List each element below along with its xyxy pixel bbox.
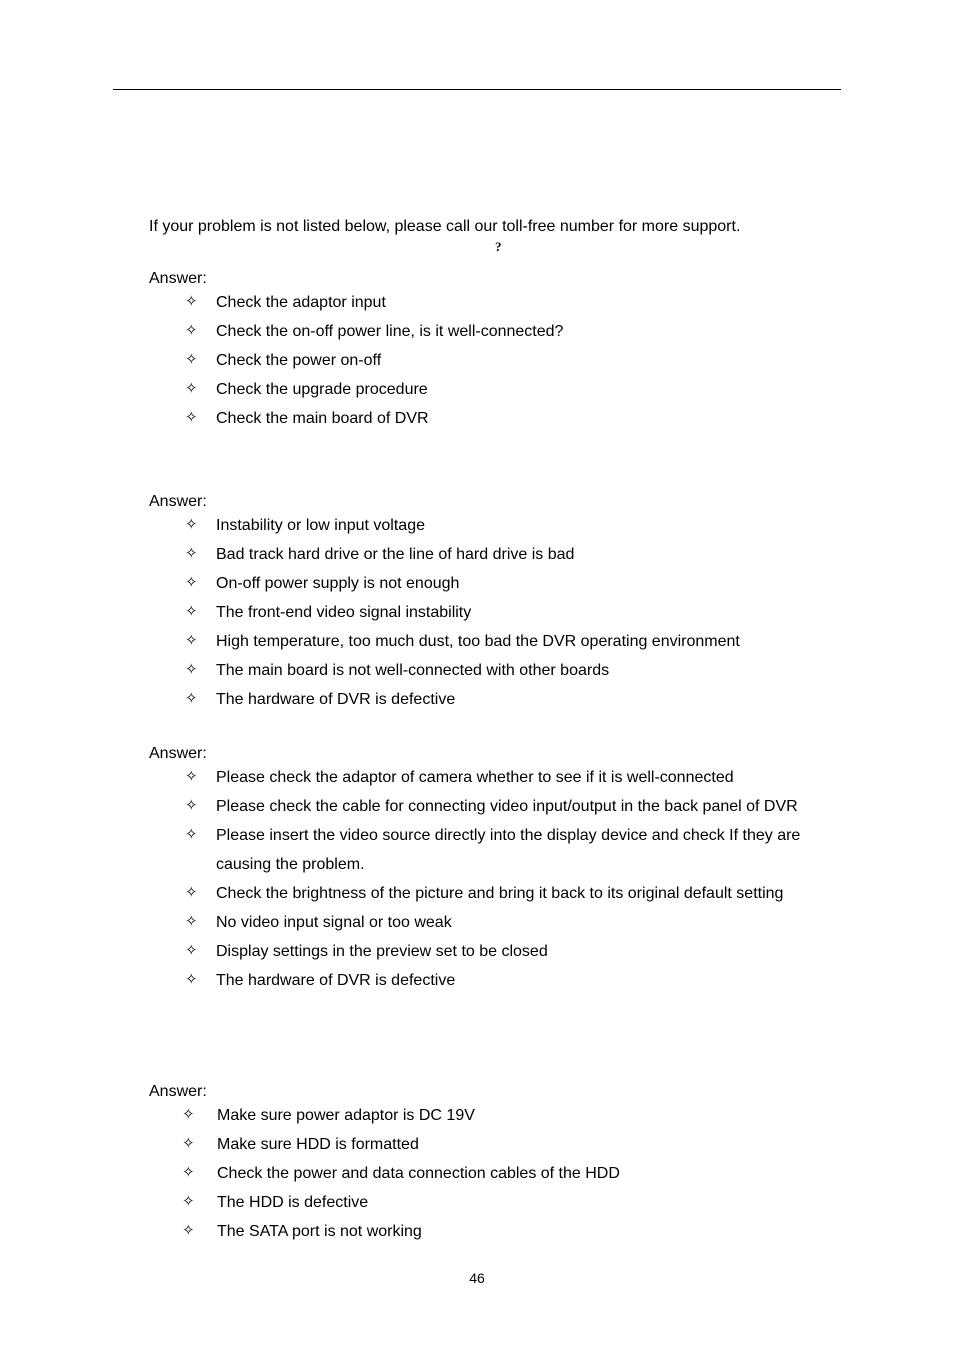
list-item-text: The front-end video signal instability [216,604,472,621]
answer-section-1 [149,269,816,433]
diamond-bullet-icon: ✧ [185,912,198,930]
list-item [149,821,816,879]
list-item [149,346,816,375]
diamond-bullet-icon: ✧ [185,292,198,310]
list-item-text: Check the upgrade procedure [216,381,428,398]
answer-section-4 [149,1082,817,1246]
list-item-text: Please insert the video source directly into the display device and check If they are causing the problem. [216,827,801,873]
answer-list [149,511,816,714]
list-item [149,1101,817,1130]
diamond-bullet-icon: ✧ [185,689,198,707]
diamond-bullet-icon: ✧ [185,796,198,814]
list-item [149,598,816,627]
diamond-bullet-icon: ✧ [182,1192,195,1210]
list-item [149,879,816,908]
header-rule [113,89,841,90]
answer-list [149,763,816,995]
list-item-text: Instability or low input voltage [216,517,425,534]
list-item-text: Make sure HDD is formatted [217,1136,419,1153]
answer-label: Answer: [149,745,207,762]
list-item [149,569,816,598]
list-item-text: High temperature, too much dust, too bad the DVR operating environment [216,633,740,650]
answer-label: Answer: [149,270,207,287]
diamond-bullet-icon: ✧ [182,1105,195,1123]
list-item [149,288,816,317]
list-item-text: Bad track hard drive or the line of hard drive is bad [216,546,575,563]
diamond-bullet-icon: ✧ [185,408,198,426]
diamond-bullet-icon: ✧ [182,1221,195,1239]
question-mark: ? [495,239,502,254]
list-item [149,656,816,685]
answer-label: Answer: [149,1083,207,1100]
list-item [149,1188,817,1217]
list-item [149,685,816,714]
answer-label: Answer: [149,493,207,510]
list-item-text: No video input signal or too weak [216,914,452,931]
list-item-text: Check the on-off power line, is it well-connected? [216,323,564,340]
list-item [149,540,816,569]
diamond-bullet-icon: ✧ [185,660,198,678]
list-item [149,375,816,404]
list-item-text: Make sure power adaptor is DC 19V [217,1107,475,1124]
diamond-bullet-icon: ✧ [185,767,198,785]
diamond-bullet-icon: ✧ [185,379,198,397]
list-item-text: The HDD is defective [217,1194,369,1211]
diamond-bullet-icon: ✧ [185,573,198,591]
list-item [149,763,816,792]
answer-list [149,288,816,433]
diamond-bullet-icon: ✧ [185,321,198,339]
answer-list [149,1101,817,1246]
list-item [149,1130,817,1159]
list-item-text: The SATA port is not working [217,1223,422,1240]
list-item-text: Check the brightness of the picture and bring it back to its original default setting [216,885,784,902]
list-item-text: The hardware of DVR is defective [216,972,456,989]
diamond-bullet-icon: ✧ [185,970,198,988]
page-number: 46 [469,1270,485,1286]
diamond-bullet-icon: ✧ [185,350,198,368]
list-item [149,511,816,540]
list-item [149,404,816,433]
answer-section-3 [149,744,816,995]
list-item [149,317,816,346]
list-item-text: Check the power on-off [216,352,382,369]
list-item [149,792,816,821]
diamond-bullet-icon: ✧ [185,883,198,901]
list-item-text: On-off power supply is not enough [216,575,460,592]
list-item-text: Please check the adaptor of camera whether to see if it is well-connected [216,769,734,786]
list-item [149,1159,817,1188]
list-item-text: Please check the cable for connecting video input/output in the back panel of DVR [216,798,798,815]
list-item-text: The main board is not well-connected with other boards [216,662,610,679]
intro-text: If your problem is not listed below, please call our toll-free number for more support. [149,218,741,235]
answer-section-2 [149,492,816,714]
diamond-bullet-icon: ✧ [185,515,198,533]
diamond-bullet-icon: ✧ [185,941,198,959]
diamond-bullet-icon: ✧ [185,631,198,649]
list-item-text: Check the power and data connection cables of the HDD [217,1165,620,1182]
list-item [149,1217,817,1246]
diamond-bullet-icon: ✧ [185,544,198,562]
list-item-text: Check the main board of DVR [216,410,429,427]
list-item-text: Check the adaptor input [216,294,386,311]
diamond-bullet-icon: ✧ [185,602,198,620]
diamond-bullet-icon: ✧ [182,1163,195,1181]
list-item [149,937,816,966]
list-item [149,627,816,656]
diamond-bullet-icon: ✧ [185,825,198,843]
list-item-text: The hardware of DVR is defective [216,691,456,708]
diamond-bullet-icon: ✧ [182,1134,195,1152]
list-item [149,908,816,937]
list-item [149,966,816,995]
list-item-text: Display settings in the preview set to be closed [216,943,548,960]
